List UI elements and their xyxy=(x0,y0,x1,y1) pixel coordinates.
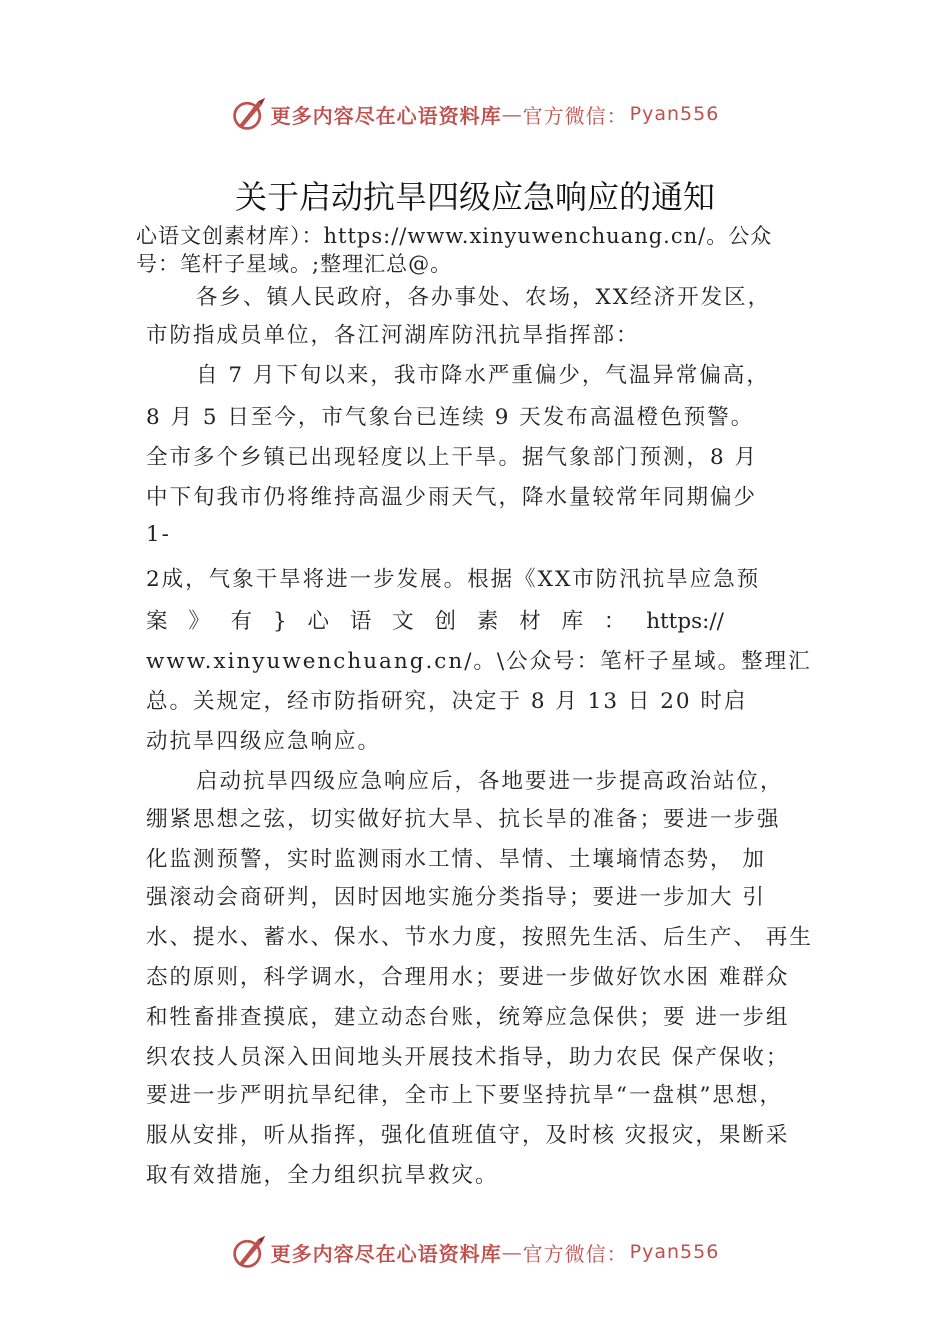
body-line: 案 》 有 } 心 语 文 创 素 材 库 ： https:// xyxy=(146,609,724,634)
banner-label: 官方微信： xyxy=(522,1241,628,1266)
body-line: 心语文创素材库）：https://www.xinyuwenchuang.cn/。公众 xyxy=(136,224,773,248)
body-line: 服从安排，听从指挥，强化值班值守，及时核 灾报灾，果断采 xyxy=(146,1123,790,1148)
banner-label: 官方微信： xyxy=(522,103,628,128)
banner-wechat-id: Pyan556 xyxy=(629,1241,720,1263)
quill-pen-logo-icon xyxy=(231,96,267,132)
banner-wechat-id: Pyan556 xyxy=(629,103,720,125)
body-line: 8 月 5 日至今，市气象台已连续 9 天发布高温橙色预警。 xyxy=(146,405,755,430)
quill-pen-logo-icon xyxy=(231,1234,267,1270)
body-line: 绷紧思想之弦，切实做好抗大旱、抗长旱的准备；要进一步强 xyxy=(146,807,781,832)
banner-brand: 更多内容尽在心语资料库 xyxy=(270,1241,502,1266)
body-line: 水、提水、蓄水、保水、节水力度，按照先生活、后生产、 再生 xyxy=(146,925,813,950)
body-line: 各乡、镇人民政府，各办事处、农场，XX经济开发区， xyxy=(196,285,772,310)
banner-brand: 更多内容尽在心语资料库 xyxy=(270,103,502,128)
body-line: 和牲畜排查摸底，建立动态台账，统筹应急保供；要 进一步组 xyxy=(146,1005,790,1030)
body-line: 要进一步严明抗旱纪律，全市上下要坚持抗旱“一盘棋”思想， xyxy=(146,1083,783,1108)
body-line: 织农技人员深入田间地头开展技术指导，助力农民 保产保收； xyxy=(146,1045,790,1070)
banner-separator: — xyxy=(501,1240,523,1264)
body-line: 2成，气象干旱将进一步发展。根据《XX市防汛抗旱应急预 xyxy=(146,567,761,592)
document-title: 关于启动抗旱四级应急响应的通知 xyxy=(234,178,715,216)
body-line: 启动抗旱四级应急响应后，各地要进一步提高政治站位， xyxy=(196,769,784,794)
body-line: 号：笔杆子星域。;整理汇总@。 xyxy=(136,252,453,276)
banner-separator: — xyxy=(501,102,523,126)
body-line: 取有效措施，全力组织抗旱救灾。 xyxy=(146,1163,499,1188)
body-line: 化监测预警，实时监测雨水工情、旱情、土壤墒情态势， 加 xyxy=(146,847,766,872)
body-line: 中下旬我市仍将维持高温少雨天气，降水量较常年同期偏少 xyxy=(146,485,758,510)
body-line: 总。关规定，经市防指研究，决定于 8 月 13 日 20 时启 xyxy=(146,689,748,714)
body-line: 强滚动会商研判，因时因地实施分类指导；要进一步加大 引 xyxy=(146,885,766,910)
body-line: 态的原则，科学调水，合理用水；要进一步做好饮水困 难群众 xyxy=(146,965,790,990)
body-line: 市防指成员单位，各江河湖库防汛抗旱指挥部： xyxy=(146,323,640,348)
header-banner xyxy=(0,96,950,132)
body-line: 1- xyxy=(146,522,171,547)
body-line: 全市多个乡镇已出现轻度以上干旱。据气象部门预测，8 月 xyxy=(146,445,759,470)
footer-banner xyxy=(0,1234,950,1270)
body-line: 自 7 月下旬以来，我市降水严重偏少，气温异常偏高， xyxy=(196,363,770,388)
body-line: www.xinyuwenchuang.cn/。\公众号：笔杆子星域。整理汇 xyxy=(146,649,812,674)
body-line: 动抗旱四级应急响应。 xyxy=(146,729,382,754)
